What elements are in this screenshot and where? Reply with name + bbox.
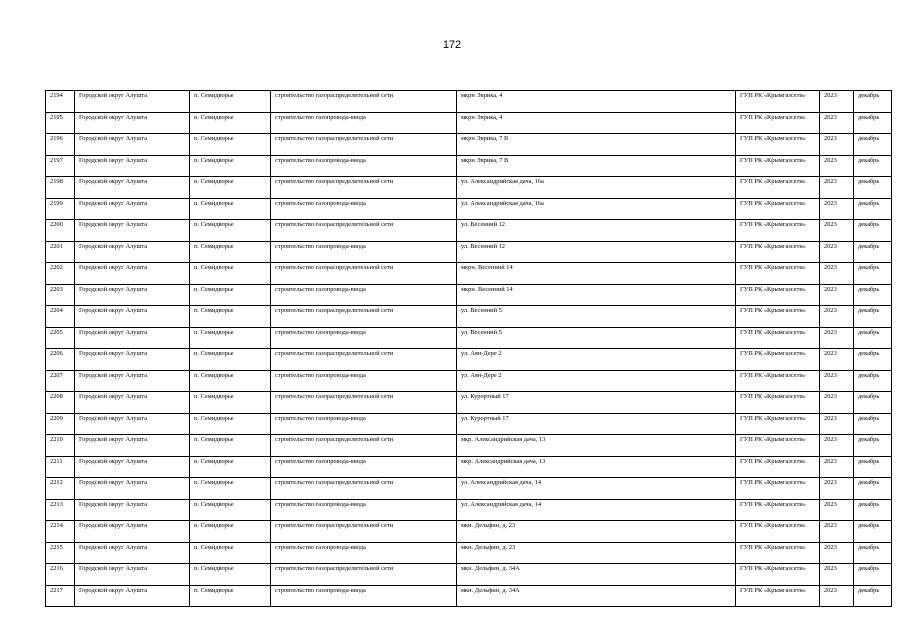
municipality-cell: Городской округ Алушта [75, 370, 190, 392]
row-number-cell: 2196 [46, 134, 75, 156]
work-type-cell: строительство газопровода-ввода [271, 241, 457, 263]
year-cell: 2023 [820, 499, 854, 521]
organization-cell: ГУП РК «Крымгазсети» [736, 499, 820, 521]
municipality-cell: Городской округ Алушта [75, 134, 190, 156]
table-row [46, 542, 892, 564]
settlement-cell: п. Семидворье [190, 435, 271, 457]
row-number-cell: 2204 [46, 306, 75, 328]
address-cell: ул. Александрийская дача, 16а [457, 198, 736, 220]
month-cell: декабрь [854, 327, 892, 349]
work-type-cell: строительство газопровода-ввода [271, 499, 457, 521]
municipality-cell: Городской округ Алушта [75, 177, 190, 199]
settlement-cell: п. Семидворье [190, 585, 271, 607]
month-cell: декабрь [854, 564, 892, 586]
row-number-cell: 2210 [46, 435, 75, 457]
table-row [46, 413, 892, 435]
table-row [46, 134, 892, 156]
settlement-cell: п. Семидворье [190, 112, 271, 134]
month-cell: декабрь [854, 499, 892, 521]
address-cell: мкр. Александрийская дача, 13 [457, 456, 736, 478]
month-cell: декабрь [854, 435, 892, 457]
month-cell: декабрь [854, 349, 892, 371]
municipality-cell: Городской округ Алушта [75, 241, 190, 263]
address-cell: мкн. Дельфин, д. 23 [457, 521, 736, 543]
settlement-cell: п. Семидворье [190, 263, 271, 285]
address-cell: мкрн Эврика, 7 В [457, 155, 736, 177]
month-cell: декабрь [854, 220, 892, 242]
address-cell: мкрн Эврика, 4 [457, 112, 736, 134]
work-type-cell: строительство газораспределительной сети [271, 435, 457, 457]
settlement-cell: п. Семидворье [190, 241, 271, 263]
work-type-cell: строительство газопровода-ввода [271, 155, 457, 177]
work-type-cell: строительство газораспределительной сети [271, 220, 457, 242]
address-cell: мкр. Александрийская дача, 13 [457, 435, 736, 457]
address-cell: мкрн. Весенний 14 [457, 284, 736, 306]
table-row [46, 241, 892, 263]
work-type-cell: строительство газораспределительной сети [271, 392, 457, 414]
address-cell: ул. Весенний 5 [457, 327, 736, 349]
work-type-cell: строительство газораспределительной сети [271, 134, 457, 156]
table-row [46, 585, 892, 607]
row-number-cell: 2198 [46, 177, 75, 199]
month-cell: декабрь [854, 263, 892, 285]
settlement-cell: п. Семидворье [190, 478, 271, 500]
table-row [46, 499, 892, 521]
organization-cell: ГУП РК «Крымгазсети» [736, 155, 820, 177]
work-type-cell: строительство газораспределительной сети [271, 521, 457, 543]
work-type-cell: строительство газораспределительной сети [271, 263, 457, 285]
row-number-cell: 2199 [46, 198, 75, 220]
month-cell: декабрь [854, 370, 892, 392]
settlement-cell: п. Семидворье [190, 284, 271, 306]
settlement-cell: п. Семидворье [190, 564, 271, 586]
organization-cell: ГУП РК «Крымгазсети» [736, 521, 820, 543]
address-cell: мкн. Дельфин, д. 34А [457, 564, 736, 586]
table-row [46, 370, 892, 392]
address-cell: ул. Александрийская дача, 14 [457, 499, 736, 521]
municipality-cell: Городской округ Алушта [75, 499, 190, 521]
table-row [46, 564, 892, 586]
organization-cell: ГУП РК «Крымгазсети» [736, 478, 820, 500]
work-type-cell: строительство газораспределительной сети [271, 91, 457, 113]
municipality-cell: Городской округ Алушта [75, 284, 190, 306]
address-cell: ул. Александрийская дача, 16а [457, 177, 736, 199]
address-cell: ул. Курортный 17 [457, 413, 736, 435]
municipality-cell: Городской округ Алушта [75, 542, 190, 564]
month-cell: декабрь [854, 91, 892, 113]
table-row [46, 155, 892, 177]
organization-cell: ГУП РК «Крымгазсети» [736, 263, 820, 285]
address-cell: мкн. Дельфин, д. 34А [457, 585, 736, 607]
work-type-cell: строительство газораспределительной сети [271, 177, 457, 199]
organization-cell: ГУП РК «Крымгазсети» [736, 91, 820, 113]
settlement-cell: п. Семидворье [190, 306, 271, 328]
work-type-cell: строительство газопровода-ввода [271, 542, 457, 564]
municipality-cell: Городской округ Алушта [75, 413, 190, 435]
work-type-cell: строительство газопровода-ввода [271, 413, 457, 435]
row-number-cell: 2207 [46, 370, 75, 392]
document-table [45, 90, 892, 607]
municipality-cell: Городской округ Алушта [75, 112, 190, 134]
work-type-cell: строительство газораспределительной сети [271, 564, 457, 586]
month-cell: декабрь [854, 134, 892, 156]
table-row [46, 435, 892, 457]
organization-cell: ГУП РК «Крымгазсети» [736, 392, 820, 414]
table-row [46, 306, 892, 328]
settlement-cell: п. Семидворье [190, 91, 271, 113]
municipality-cell: Городской округ Алушта [75, 91, 190, 113]
table-row [46, 284, 892, 306]
settlement-cell: п. Семидворье [190, 177, 271, 199]
year-cell: 2023 [820, 134, 854, 156]
organization-cell: ГУП РК «Крымгазсети» [736, 370, 820, 392]
year-cell: 2023 [820, 198, 854, 220]
year-cell: 2023 [820, 542, 854, 564]
organization-cell: ГУП РК «Крымгазсети» [736, 327, 820, 349]
municipality-cell: Городской округ Алушта [75, 521, 190, 543]
address-cell: ул. Аян-Дере 2 [457, 370, 736, 392]
address-cell: мкрн Эврика, 4 [457, 91, 736, 113]
settlement-cell: п. Семидворье [190, 134, 271, 156]
work-type-cell: строительство газопровода-ввода [271, 284, 457, 306]
page-number: 172 [442, 39, 462, 51]
row-number-cell: 2209 [46, 413, 75, 435]
settlement-cell: п. Семидворье [190, 370, 271, 392]
row-number-cell: 2195 [46, 112, 75, 134]
year-cell: 2023 [820, 327, 854, 349]
municipality-cell: Городской округ Алушта [75, 456, 190, 478]
row-number-cell: 2205 [46, 327, 75, 349]
row-number-cell: 2215 [46, 542, 75, 564]
settlement-cell: п. Семидворье [190, 155, 271, 177]
organization-cell: ГУП РК «Крымгазсети» [736, 456, 820, 478]
year-cell: 2023 [820, 91, 854, 113]
year-cell: 2023 [820, 521, 854, 543]
table-body [46, 91, 892, 607]
organization-cell: ГУП РК «Крымгазсети» [736, 564, 820, 586]
organization-cell: ГУП РК «Крымгазсети» [736, 241, 820, 263]
settlement-cell: п. Семидворье [190, 327, 271, 349]
address-cell: ул. Весенний 12 [457, 220, 736, 242]
settlement-cell: п. Семидворье [190, 220, 271, 242]
address-cell: мкрн Эврика, 7 В [457, 134, 736, 156]
row-number-cell: 2203 [46, 284, 75, 306]
row-number-cell: 2194 [46, 91, 75, 113]
work-type-cell: строительство газопровода-ввода [271, 456, 457, 478]
table-row [46, 220, 892, 242]
settlement-cell: п. Семидворье [190, 542, 271, 564]
year-cell: 2023 [820, 155, 854, 177]
row-number-cell: 2214 [46, 521, 75, 543]
year-cell: 2023 [820, 263, 854, 285]
year-cell: 2023 [820, 413, 854, 435]
work-type-cell: строительство газопровода-ввода [271, 112, 457, 134]
table-row [46, 263, 892, 285]
municipality-cell: Городской округ Алушта [75, 263, 190, 285]
organization-cell: ГУП РК «Крымгазсети» [736, 349, 820, 371]
month-cell: декабрь [854, 413, 892, 435]
municipality-cell: Городской округ Алушта [75, 327, 190, 349]
row-number-cell: 2200 [46, 220, 75, 242]
year-cell: 2023 [820, 241, 854, 263]
settlement-cell: п. Семидворье [190, 198, 271, 220]
year-cell: 2023 [820, 284, 854, 306]
settlement-cell: п. Семидворье [190, 392, 271, 414]
month-cell: декабрь [854, 155, 892, 177]
table-row [46, 478, 892, 500]
settlement-cell: п. Семидворье [190, 349, 271, 371]
table-row [46, 198, 892, 220]
year-cell: 2023 [820, 370, 854, 392]
month-cell: декабрь [854, 284, 892, 306]
work-type-cell: строительство газопровода-ввода [271, 585, 457, 607]
row-number-cell: 2201 [46, 241, 75, 263]
year-cell: 2023 [820, 392, 854, 414]
row-number-cell: 2216 [46, 564, 75, 586]
year-cell: 2023 [820, 112, 854, 134]
municipality-cell: Городской округ Алушта [75, 585, 190, 607]
municipality-cell: Городской округ Алушта [75, 435, 190, 457]
organization-cell: ГУП РК «Крымгазсети» [736, 542, 820, 564]
year-cell: 2023 [820, 306, 854, 328]
municipality-cell: Городской округ Алушта [75, 198, 190, 220]
row-number-cell: 2213 [46, 499, 75, 521]
settlement-cell: п. Семидворье [190, 413, 271, 435]
table-row [46, 91, 892, 113]
municipality-cell: Городской округ Алушта [75, 478, 190, 500]
year-cell: 2023 [820, 564, 854, 586]
month-cell: декабрь [854, 456, 892, 478]
row-number-cell: 2212 [46, 478, 75, 500]
settlement-cell: п. Семидворье [190, 521, 271, 543]
year-cell: 2023 [820, 220, 854, 242]
month-cell: декабрь [854, 112, 892, 134]
year-cell: 2023 [820, 478, 854, 500]
address-cell: ул. Весенний 5 [457, 306, 736, 328]
work-type-cell: строительство газораспределительной сети [271, 306, 457, 328]
municipality-cell: Городской округ Алушта [75, 392, 190, 414]
month-cell: декабрь [854, 521, 892, 543]
table-row [46, 112, 892, 134]
table-row [46, 177, 892, 199]
year-cell: 2023 [820, 585, 854, 607]
row-number-cell: 2217 [46, 585, 75, 607]
month-cell: декабрь [854, 177, 892, 199]
table-row [46, 521, 892, 543]
address-cell: мкн. Дельфин, д. 23 [457, 542, 736, 564]
month-cell: декабрь [854, 478, 892, 500]
month-cell: декабрь [854, 198, 892, 220]
municipality-cell: Городской округ Алушта [75, 155, 190, 177]
year-cell: 2023 [820, 435, 854, 457]
municipality-cell: Городской округ Алушта [75, 564, 190, 586]
work-type-cell: строительство газопровода-ввода [271, 198, 457, 220]
organization-cell: ГУП РК «Крымгазсети» [736, 134, 820, 156]
organization-cell: ГУП РК «Крымгазсети» [736, 112, 820, 134]
table-row [46, 392, 892, 414]
month-cell: декабрь [854, 241, 892, 263]
organization-cell: ГУП РК «Крымгазсети» [736, 585, 820, 607]
row-number-cell: 2202 [46, 263, 75, 285]
address-cell: мкрн. Весенний 14 [457, 263, 736, 285]
work-type-cell: строительство газораспределительной сети [271, 349, 457, 371]
settlement-cell: п. Семидворье [190, 456, 271, 478]
municipality-cell: Городской округ Алушта [75, 306, 190, 328]
organization-cell: ГУП РК «Крымгазсети» [736, 413, 820, 435]
year-cell: 2023 [820, 177, 854, 199]
row-number-cell: 2197 [46, 155, 75, 177]
year-cell: 2023 [820, 456, 854, 478]
organization-cell: ГУП РК «Крымгазсети» [736, 177, 820, 199]
municipality-cell: Городской округ Алушта [75, 220, 190, 242]
address-cell: ул. Александрийская дача, 14 [457, 478, 736, 500]
month-cell: декабрь [854, 585, 892, 607]
settlement-cell: п. Семидворье [190, 499, 271, 521]
month-cell: декабрь [854, 542, 892, 564]
table-row [46, 327, 892, 349]
organization-cell: ГУП РК «Крымгазсети» [736, 198, 820, 220]
row-number-cell: 2208 [46, 392, 75, 414]
work-type-cell: строительство газораспределительной сети [271, 478, 457, 500]
year-cell: 2023 [820, 349, 854, 371]
organization-cell: ГУП РК «Крымгазсети» [736, 435, 820, 457]
organization-cell: ГУП РК «Крымгазсети» [736, 220, 820, 242]
row-number-cell: 2206 [46, 349, 75, 371]
work-type-cell: строительство газопровода-ввода [271, 370, 457, 392]
month-cell: декабрь [854, 306, 892, 328]
organization-cell: ГУП РК «Крымгазсети» [736, 284, 820, 306]
table-row [46, 456, 892, 478]
table-row [46, 349, 892, 371]
address-cell: ул. Весенний 12 [457, 241, 736, 263]
work-type-cell: строительство газопровода-ввода [271, 327, 457, 349]
month-cell: декабрь [854, 392, 892, 414]
address-cell: ул. Курортный 17 [457, 392, 736, 414]
municipality-cell: Городской округ Алушта [75, 349, 190, 371]
address-cell: ул. Аян-Дере 2 [457, 349, 736, 371]
row-number-cell: 2211 [46, 456, 75, 478]
organization-cell: ГУП РК «Крымгазсети» [736, 306, 820, 328]
